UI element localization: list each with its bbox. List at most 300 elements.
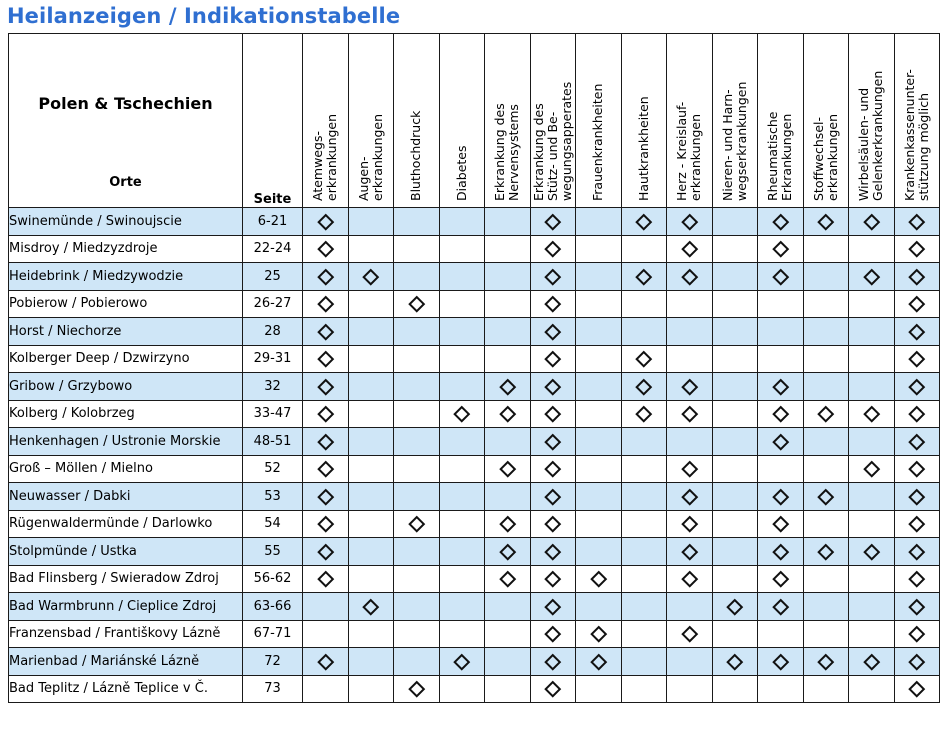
table-header-row [9, 34, 940, 208]
indication-cell-nieren [712, 235, 758, 263]
indication-cell-diabetes [439, 510, 485, 538]
diamond-marker-icon [818, 653, 834, 669]
indication-cell-herz [667, 400, 713, 428]
diamond-marker-icon [317, 653, 333, 669]
indication-cell-wirbel [849, 648, 895, 676]
indication-cell-atemwege [303, 675, 349, 703]
indication-cell-augen [348, 483, 394, 511]
diamond-marker-icon [545, 378, 561, 394]
diamond-marker-icon [772, 433, 788, 449]
diamond-marker-icon [681, 543, 697, 559]
indication-cell-nieren [712, 510, 758, 538]
indication-cell-atemwege [303, 318, 349, 346]
indication-cell-stuetz [530, 318, 576, 346]
indication-cell-nerven [485, 510, 531, 538]
indication-cell-diabetes [439, 620, 485, 648]
indication-header-wirbel: Wirbelsäulen- und Gelenkerkrankungen [849, 34, 895, 208]
indication-cell-atemwege [303, 620, 349, 648]
indication-cell-herz [667, 290, 713, 318]
indication-cell-herz [667, 483, 713, 511]
indication-cell-augen [348, 318, 394, 346]
page-number: 73 [243, 675, 303, 703]
indication-cell-nieren [712, 538, 758, 566]
indication-cell-stuetz [530, 455, 576, 483]
place-name: Henkenhagen / Ustronie Morskie [9, 428, 243, 456]
diamond-marker-icon [818, 213, 834, 229]
diamond-marker-icon [454, 406, 470, 422]
diamond-marker-icon [681, 268, 697, 284]
diamond-marker-icon [545, 268, 561, 284]
indication-cell-nieren [712, 483, 758, 511]
indication-cell-rheuma [758, 428, 804, 456]
diamond-marker-icon [545, 433, 561, 449]
indication-cell-stuetz [530, 428, 576, 456]
page-number: 48-51 [243, 428, 303, 456]
diamond-marker-icon [545, 213, 561, 229]
indication-cell-nerven [485, 345, 531, 373]
indication-cell-kasse [894, 620, 940, 648]
diamond-marker-icon [681, 241, 697, 257]
diamond-marker-icon [636, 351, 652, 367]
indication-cell-kasse [894, 510, 940, 538]
indication-cell-haut [621, 400, 667, 428]
indication-cell-wirbel [849, 483, 895, 511]
diamond-marker-icon [545, 653, 561, 669]
diamond-marker-icon [863, 461, 879, 477]
diamond-marker-icon [909, 461, 925, 477]
indication-cell-augen [348, 648, 394, 676]
indication-header-rheuma: Rheumatische Erkrankungen [758, 34, 804, 208]
diamond-marker-icon [863, 268, 879, 284]
place-name: Gribow / Grzybowo [9, 373, 243, 401]
indication-cell-haut [621, 345, 667, 373]
indication-cell-kasse [894, 263, 940, 291]
page-number: 25 [243, 263, 303, 291]
indication-cell-haut [621, 483, 667, 511]
indication-header-frauen: Frauenkrankheiten [576, 34, 622, 208]
indication-cell-augen [348, 620, 394, 648]
page-number: 33-47 [243, 400, 303, 428]
table-row [9, 538, 940, 566]
indication-cell-stoffwechsel [803, 373, 849, 401]
indication-cell-bluthochdruck [394, 593, 440, 621]
diamond-marker-icon [681, 488, 697, 504]
indication-cell-bluthochdruck [394, 345, 440, 373]
diamond-marker-icon [317, 268, 333, 284]
region-heading: Polen & Tschechien [38, 94, 213, 113]
diamond-marker-icon [545, 598, 561, 614]
diamond-marker-icon [772, 378, 788, 394]
diamond-marker-icon [772, 653, 788, 669]
indication-cell-diabetes [439, 400, 485, 428]
indication-cell-nerven [485, 593, 531, 621]
indication-cell-rheuma [758, 455, 804, 483]
diamond-marker-icon [818, 406, 834, 422]
page-number: 6-21 [243, 208, 303, 236]
diamond-marker-icon [408, 296, 424, 312]
indication-cell-nieren [712, 593, 758, 621]
indication-cell-stuetz [530, 373, 576, 401]
indication-cell-rheuma [758, 208, 804, 236]
page-number: 52 [243, 455, 303, 483]
indication-cell-diabetes [439, 675, 485, 703]
indication-cell-kasse [894, 538, 940, 566]
indication-cell-frauen [576, 345, 622, 373]
indication-cell-herz [667, 263, 713, 291]
indication-cell-frauen [576, 593, 622, 621]
indication-cell-bluthochdruck [394, 373, 440, 401]
indication-header-haut: Hautkrankheiten [621, 34, 667, 208]
diamond-marker-icon [681, 626, 697, 642]
indication-cell-herz [667, 373, 713, 401]
diamond-marker-icon [317, 241, 333, 257]
indication-header-kasse: Krankenkassenunter- stützung möglich [894, 34, 940, 208]
diamond-marker-icon [636, 406, 652, 422]
indication-cell-rheuma [758, 290, 804, 318]
indication-cell-rheuma [758, 510, 804, 538]
diamond-marker-icon [545, 323, 561, 339]
indication-cell-diabetes [439, 483, 485, 511]
indication-cell-stuetz [530, 290, 576, 318]
diamond-marker-icon [772, 488, 788, 504]
indication-cell-rheuma [758, 675, 804, 703]
diamond-marker-icon [772, 543, 788, 559]
diamond-marker-icon [818, 488, 834, 504]
indication-cell-stoffwechsel [803, 455, 849, 483]
diamond-marker-icon [545, 543, 561, 559]
indication-cell-wirbel [849, 400, 895, 428]
diamond-marker-icon [499, 571, 515, 587]
diamond-marker-icon [909, 626, 925, 642]
indication-cell-augen [348, 208, 394, 236]
indication-cell-augen [348, 235, 394, 263]
indication-cell-rheuma [758, 318, 804, 346]
indication-cell-nieren [712, 675, 758, 703]
table-row [9, 263, 940, 291]
indication-cell-diabetes [439, 648, 485, 676]
indication-cell-wirbel [849, 538, 895, 566]
diamond-marker-icon [317, 296, 333, 312]
indication-cell-diabetes [439, 428, 485, 456]
place-name: Groß – Möllen / Mielno [9, 455, 243, 483]
page-number: 32 [243, 373, 303, 401]
diamond-marker-icon [772, 268, 788, 284]
indication-cell-herz [667, 345, 713, 373]
place-name: Rügenwaldermünde / Darlowko [9, 510, 243, 538]
table-row [9, 318, 940, 346]
indication-cell-stoffwechsel [803, 510, 849, 538]
indication-cell-diabetes [439, 593, 485, 621]
indication-cell-stoffwechsel [803, 565, 849, 593]
diamond-marker-icon [363, 598, 379, 614]
indication-cell-wirbel [849, 675, 895, 703]
diamond-marker-icon [909, 516, 925, 532]
indication-cell-haut [621, 648, 667, 676]
diamond-marker-icon [317, 488, 333, 504]
indication-cell-frauen [576, 538, 622, 566]
indication-table [8, 33, 940, 703]
corner-header-cell [9, 34, 243, 208]
indication-cell-haut [621, 208, 667, 236]
indication-cell-nieren [712, 373, 758, 401]
indication-cell-atemwege [303, 483, 349, 511]
diamond-marker-icon [727, 598, 743, 614]
indication-cell-nieren [712, 565, 758, 593]
diamond-marker-icon [863, 406, 879, 422]
indication-cell-augen [348, 565, 394, 593]
indication-cell-stoffwechsel [803, 620, 849, 648]
indication-cell-stoffwechsel [803, 208, 849, 236]
indication-cell-kasse [894, 593, 940, 621]
indication-cell-bluthochdruck [394, 235, 440, 263]
indication-cell-haut [621, 565, 667, 593]
table-row [9, 620, 940, 648]
indication-header-augen: Augen- erkrankungen [348, 34, 394, 208]
indication-cell-augen [348, 400, 394, 428]
table-row [9, 428, 940, 456]
diamond-marker-icon [681, 406, 697, 422]
indication-cell-atemwege [303, 400, 349, 428]
page-number: 72 [243, 648, 303, 676]
indication-cell-atemwege [303, 345, 349, 373]
indication-cell-augen [348, 290, 394, 318]
diamond-marker-icon [317, 516, 333, 532]
diamond-marker-icon [454, 653, 470, 669]
diamond-marker-icon [772, 406, 788, 422]
diamond-marker-icon [681, 571, 697, 587]
diamond-marker-icon [636, 213, 652, 229]
page-number: 56-62 [243, 565, 303, 593]
indication-cell-herz [667, 538, 713, 566]
place-name: Kolberger Deep / Dzwirzyno [9, 345, 243, 373]
table-row [9, 510, 940, 538]
indication-cell-nerven [485, 483, 531, 511]
indication-cell-haut [621, 538, 667, 566]
indication-cell-nieren [712, 620, 758, 648]
table-row [9, 675, 940, 703]
indication-cell-kasse [894, 565, 940, 593]
indication-cell-frauen [576, 208, 622, 236]
indication-cell-atemwege [303, 373, 349, 401]
indication-cell-nerven [485, 648, 531, 676]
indication-header-herz: Herz - Kreislauf- erkrankungen [667, 34, 713, 208]
indication-cell-bluthochdruck [394, 290, 440, 318]
table-row [9, 483, 940, 511]
indication-cell-haut [621, 373, 667, 401]
indication-cell-augen [348, 455, 394, 483]
indication-cell-frauen [576, 318, 622, 346]
diamond-marker-icon [909, 488, 925, 504]
diamond-marker-icon [317, 433, 333, 449]
place-name: Marienbad / Mariánské Lázně [9, 648, 243, 676]
indication-cell-herz [667, 208, 713, 236]
indication-cell-kasse [894, 455, 940, 483]
indication-cell-rheuma [758, 538, 804, 566]
indication-cell-frauen [576, 428, 622, 456]
indication-cell-herz [667, 510, 713, 538]
indication-cell-herz [667, 235, 713, 263]
table-row [9, 593, 940, 621]
indication-cell-haut [621, 675, 667, 703]
page-number: 53 [243, 483, 303, 511]
table-body [9, 208, 940, 703]
diamond-marker-icon [772, 241, 788, 257]
indication-cell-augen [348, 345, 394, 373]
indication-cell-wirbel [849, 290, 895, 318]
indication-cell-atemwege [303, 593, 349, 621]
page-number: 63-66 [243, 593, 303, 621]
indication-cell-atemwege [303, 455, 349, 483]
indication-header-bluthochdruck: Bluthochdruck [394, 34, 440, 208]
indication-cell-wirbel [849, 510, 895, 538]
diamond-marker-icon [499, 406, 515, 422]
diamond-marker-icon [317, 323, 333, 339]
indication-cell-wirbel [849, 318, 895, 346]
indication-cell-diabetes [439, 455, 485, 483]
diamond-marker-icon [909, 323, 925, 339]
indication-cell-augen [348, 675, 394, 703]
indication-cell-nerven [485, 428, 531, 456]
indication-cell-frauen [576, 235, 622, 263]
diamond-marker-icon [317, 461, 333, 477]
table-row [9, 290, 940, 318]
indication-cell-stoffwechsel [803, 593, 849, 621]
indication-header-diabetes: Diabetes [439, 34, 485, 208]
place-name: Neuwasser / Dabki [9, 483, 243, 511]
indication-cell-haut [621, 318, 667, 346]
place-name: Franzensbad / Františkovy Lázně [9, 620, 243, 648]
indication-cell-diabetes [439, 565, 485, 593]
diamond-marker-icon [909, 378, 925, 394]
indication-cell-bluthochdruck [394, 620, 440, 648]
indication-cell-stuetz [530, 263, 576, 291]
diamond-marker-icon [727, 653, 743, 669]
indication-cell-atemwege [303, 565, 349, 593]
indication-cell-stuetz [530, 345, 576, 373]
table-row [9, 235, 940, 263]
indication-cell-nieren [712, 208, 758, 236]
indication-cell-nerven [485, 290, 531, 318]
page-number: 28 [243, 318, 303, 346]
diamond-marker-icon [590, 653, 606, 669]
indication-cell-rheuma [758, 648, 804, 676]
indication-cell-bluthochdruck [394, 483, 440, 511]
seite-column-header: Seite [243, 34, 303, 208]
page-number: 67-71 [243, 620, 303, 648]
page-number: 54 [243, 510, 303, 538]
diamond-marker-icon [681, 378, 697, 394]
indication-header-stuetz: Erkrankung des Stütz- und Be- wegungsapperates [530, 34, 576, 208]
indication-cell-bluthochdruck [394, 675, 440, 703]
indication-cell-herz [667, 675, 713, 703]
indication-cell-nerven [485, 318, 531, 346]
diamond-marker-icon [909, 268, 925, 284]
indication-cell-herz [667, 593, 713, 621]
diamond-marker-icon [909, 571, 925, 587]
indication-cell-frauen [576, 290, 622, 318]
diamond-marker-icon [636, 378, 652, 394]
indication-cell-wirbel [849, 373, 895, 401]
diamond-marker-icon [909, 598, 925, 614]
indication-cell-bluthochdruck [394, 648, 440, 676]
diamond-marker-icon [545, 461, 561, 477]
indication-cell-stoffwechsel [803, 400, 849, 428]
indication-cell-bluthochdruck [394, 318, 440, 346]
indication-cell-frauen [576, 400, 622, 428]
indication-cell-wirbel [849, 593, 895, 621]
indication-cell-nerven [485, 538, 531, 566]
indication-cell-herz [667, 565, 713, 593]
indication-cell-nieren [712, 318, 758, 346]
indication-cell-kasse [894, 208, 940, 236]
indication-cell-stuetz [530, 538, 576, 566]
indication-cell-wirbel [849, 428, 895, 456]
indication-cell-atemwege [303, 290, 349, 318]
place-name: Bad Warmbrunn / Cieplice Zdroj [9, 593, 243, 621]
indication-cell-kasse [894, 290, 940, 318]
page-number: 26-27 [243, 290, 303, 318]
page-number: 29-31 [243, 345, 303, 373]
indication-cell-stuetz [530, 483, 576, 511]
indication-cell-nieren [712, 455, 758, 483]
diamond-marker-icon [863, 653, 879, 669]
indication-cell-haut [621, 235, 667, 263]
indication-cell-herz [667, 620, 713, 648]
indication-cell-rheuma [758, 593, 804, 621]
indication-cell-rheuma [758, 483, 804, 511]
indication-cell-frauen [576, 455, 622, 483]
indication-cell-stoffwechsel [803, 235, 849, 263]
indication-cell-bluthochdruck [394, 428, 440, 456]
indication-cell-diabetes [439, 208, 485, 236]
indication-cell-rheuma [758, 235, 804, 263]
indication-cell-diabetes [439, 235, 485, 263]
indication-cell-stuetz [530, 675, 576, 703]
indication-cell-bluthochdruck [394, 455, 440, 483]
diamond-marker-icon [681, 213, 697, 229]
indication-cell-augen [348, 510, 394, 538]
diamond-marker-icon [863, 543, 879, 559]
indication-cell-diabetes [439, 318, 485, 346]
indication-cell-nerven [485, 565, 531, 593]
diamond-marker-icon [408, 516, 424, 532]
indication-cell-wirbel [849, 235, 895, 263]
indication-cell-nerven [485, 235, 531, 263]
indication-cell-stuetz [530, 235, 576, 263]
indication-cell-haut [621, 263, 667, 291]
indication-cell-rheuma [758, 345, 804, 373]
indication-cell-wirbel [849, 565, 895, 593]
indication-cell-stuetz [530, 565, 576, 593]
indication-cell-frauen [576, 675, 622, 703]
indication-cell-haut [621, 510, 667, 538]
table-row [9, 565, 940, 593]
indication-cell-frauen [576, 510, 622, 538]
place-name: Stolpmünde / Ustka [9, 538, 243, 566]
diamond-marker-icon [545, 406, 561, 422]
diamond-marker-icon [909, 433, 925, 449]
indication-cell-stoffwechsel [803, 263, 849, 291]
indication-cell-stoffwechsel [803, 318, 849, 346]
indication-cell-kasse [894, 345, 940, 373]
indication-cell-haut [621, 620, 667, 648]
indication-cell-nerven [485, 620, 531, 648]
indication-cell-frauen [576, 648, 622, 676]
diamond-marker-icon [545, 681, 561, 697]
diamond-marker-icon [772, 598, 788, 614]
diamond-marker-icon [317, 213, 333, 229]
diamond-marker-icon [499, 516, 515, 532]
